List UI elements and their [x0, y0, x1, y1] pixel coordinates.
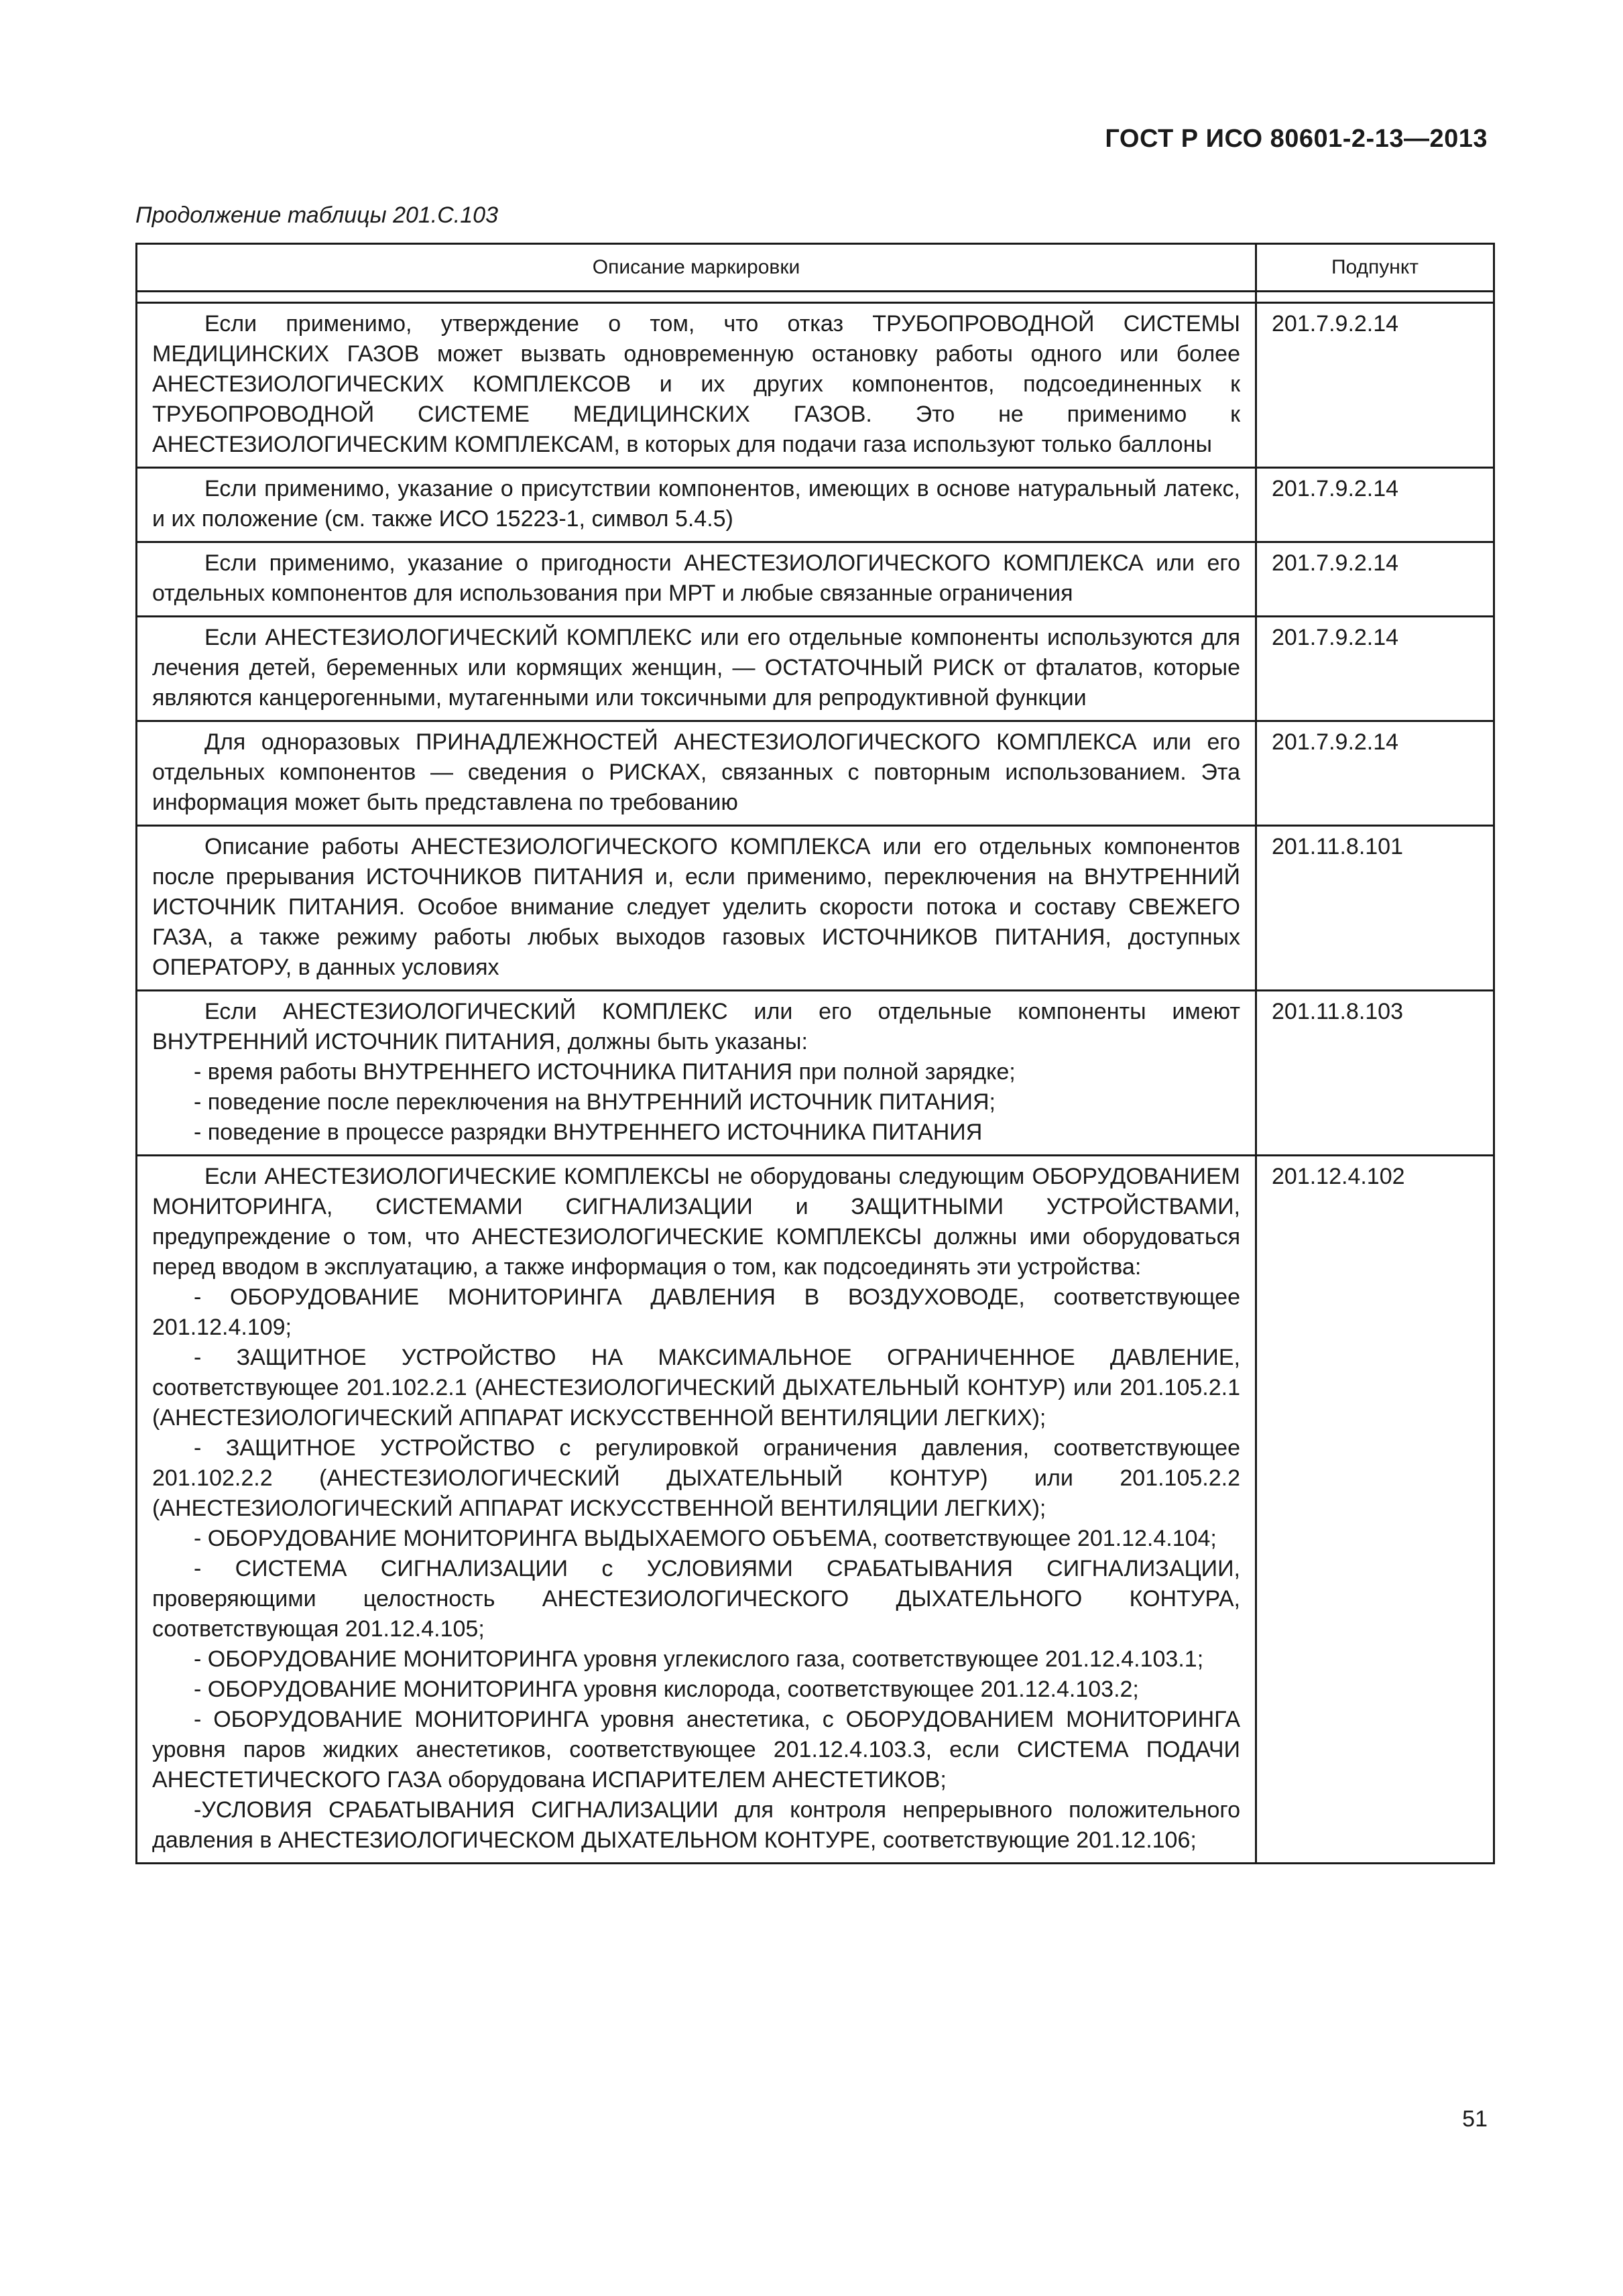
table-row [137, 1156, 1494, 1864]
marking-table [135, 243, 1495, 1864]
row-description: Описание работы АНЕСТЕЗИОЛОГИЧЕСКОГО КОМПЛЕКСА или его отдельных компонентов после прерывания ИСТОЧНИКОВ ПИТАНИЯ и, если применимо, переключения на ВНУТРЕННИЙ ИСТОЧНИК ПИТАНИЯ. Особое внимание следует уделить скорости потока и составу СВЕЖЕГО ГАЗА, а также режиму работы любых выходов газовых ИСТОЧНИКОВ ПИТАНИЯ, доступных ОПЕРАТОРУ, в данных условиях [137, 826, 1256, 991]
row-intro: Если АНЕСТЕЗИОЛОГИЧЕСКИЙ КОМПЛЕКС или его отдельные компоненты имеют ВНУТРЕННИЙ ИСТОЧНИК ПИТАНИЯ, должны быть указаны: [152, 999, 1240, 1054]
row-description: Если применимо, указание о присутствии компонентов, имеющих в основе натуральный латекс, и их положение (см. также ИСО 15223-1, символ 5.4.5) [137, 468, 1256, 542]
list-item: - время работы ВНУТРЕННЕГО ИСТОЧНИКА ПИТАНИЯ при полной зарядке; [194, 1059, 1016, 1085]
table-caption: Продолжение таблицы 201.С.103 [135, 202, 498, 228]
list-item: - ОБОРУДОВАНИЕ МОНИТОРИНГА ДАВЛЕНИЯ В ВОЗДУХОВОДЕ, соответствующее 201.12.4.109; [152, 1284, 1240, 1340]
table-header-row [137, 244, 1494, 292]
header-gap-row [137, 292, 1494, 303]
column-header-description: Описание маркировки [137, 244, 1256, 292]
table-row [137, 826, 1494, 991]
row-subclause: 201.7.9.2.14 [1256, 468, 1494, 542]
row-subclause: 201.7.9.2.14 [1256, 617, 1494, 721]
table-row [137, 991, 1494, 1156]
list-item: - ОБОРУДОВАНИЕ МОНИТОРИНГА уровня углекислого газа, соответствующее 201.12.4.103.1; [194, 1646, 1204, 1672]
list-item: - ОБОРУДОВАНИЕ МОНИТОРИНГА уровня кислорода, соответствующее 201.12.4.103.2; [194, 1677, 1139, 1702]
row-subclause: 201.11.8.101 [1256, 826, 1494, 991]
standard-code: ГОСТ Р ИСО 80601-2-13—2013 [1105, 125, 1488, 153]
row-description: Если применимо, утверждение о том, что отказ ТРУБОПРОВОДНОЙ СИСТЕМЫ МЕДИЦИНСКИХ ГАЗОВ может вызвать одновременную остановку работы одного или более АНЕСТЕЗИОЛОГИЧЕСКИХ КОМПЛЕКСОВ и их других компонентов, подсоединенных к ТРУБОПРОВОДНОЙ СИСТЕМЕ МЕДИЦИНСКИХ ГАЗОВ. Это не применимо к АНЕСТЕЗИОЛОГИЧЕСКИМ КОМПЛЕКСАМ, в которых для подачи газа используют только баллоны [137, 303, 1256, 468]
row-description: Если АНЕСТЕЗИОЛОГИЧЕСКИЙ КОМПЛЕКС или его отдельные компоненты используются для лечения детей, беременных или кормящих женщин, — ОСТАТОЧНЫЙ РИСК от фталатов, которые являются канцерогенными, мутагенными или токсичными для репродуктивной функции [137, 617, 1256, 721]
row-description: Для одноразовых ПРИНАДЛЕЖНОСТЕЙ АНЕСТЕЗИОЛОГИЧЕСКОГО КОМПЛЕКСА или его отдельных компонентов — сведения о РИСКАХ, связанных с повторным использованием. Эта информация может быть представлена по требованию [137, 721, 1256, 826]
table-row [137, 721, 1494, 826]
row-subclause: 201.7.9.2.14 [1256, 721, 1494, 826]
table-row [137, 542, 1494, 617]
list-item: - ЗАЩИТНОЕ УСТРОЙСТВО с регулировкой ограничения давления, соответствующее 201.102.2.2 (АНЕСТЕЗИОЛОГИЧЕСКИЙ ДЫХАТЕЛЬНЫЙ КОНТУР) или 201.105.2.2 (АНЕСТЕЗИОЛОГИЧЕСКИЙ АППАРАТ ИСКУССТВЕННОЙ ВЕНТИЛЯЦИИ ЛЕГКИХ); [152, 1435, 1240, 1521]
row-subclause: 201.7.9.2.14 [1256, 542, 1494, 617]
row-intro: Если АНЕСТЕЗИОЛОГИЧЕСКИЕ КОМПЛЕКСЫ не оборудованы следующим ОБОРУДОВАНИЕМ МОНИТОРИНГА, СИСТЕМАМИ СИГНАЛИЗАЦИИ и ЗАЩИТНЫМИ УСТРОЙСТВАМИ, предупреждение о том, что АНЕСТЕЗИОЛОГИЧЕСКИЕ КОМПЛЕКСЫ должны ими оборудоваться перед вводом в эксплуатацию, а также информация о том, как подсоединять эти устройства: [152, 1164, 1240, 1280]
row-subclause: 201.12.4.102 [1256, 1156, 1494, 1864]
row-description [137, 991, 1256, 1156]
list-item: - поведение после переключения на ВНУТРЕННИЙ ИСТОЧНИК ПИТАНИЯ; [194, 1089, 996, 1115]
row-description: Если применимо, указание о пригодности АНЕСТЕЗИОЛОГИЧЕСКОГО КОМПЛЕКСА или его отдельных компонентов для использования при МРТ и любые связанные ограничения [137, 542, 1256, 617]
list-item: - поведение в процессе разрядки ВНУТРЕННЕГО ИСТОЧНИКА ПИТАНИЯ [194, 1120, 983, 1145]
page-number: 51 [1462, 2106, 1488, 2132]
row-subclause: 201.7.9.2.14 [1256, 303, 1494, 468]
list-item: - ОБОРУДОВАНИЕ МОНИТОРИНГА ВЫДЫХАЕМОГО ОБЪЕМА, соответствующее 201.12.4.104; [194, 1526, 1217, 1551]
column-header-subclause: Подпункт [1256, 244, 1494, 292]
list-item: - СИСТЕМА СИГНАЛИЗАЦИИ с УСЛОВИЯМИ СРАБАТЫВАНИЯ СИГНАЛИЗАЦИИ, проверяющими целостность АНЕСТЕЗИОЛОГИЧЕСКОГО ДЫХАТЕЛЬНОГО КОНТУРА, соответствующая 201.12.4.105; [152, 1556, 1240, 1642]
list-item: -УСЛОВИЯ СРАБАТЫВАНИЯ СИГНАЛИЗАЦИИ для контроля непрерывного положительного давления в АНЕСТЕЗИОЛОГИЧЕСКОМ ДЫХАТЕЛЬНОМ КОНТУРЕ, соответствующие 201.12.106; [152, 1797, 1240, 1853]
row-subclause: 201.11.8.103 [1256, 991, 1494, 1156]
list-item: - ОБОРУДОВАНИЕ МОНИТОРИНГА уровня анестетика, с ОБОРУДОВАНИЕМ МОНИТОРИНГА уровня паров жидких анестетиков, соответствующее 201.12.4.103.3, если СИСТЕМА ПОДАЧИ АНЕСТЕТИЧЕСКОГО ГАЗА оборудована ИСПАРИТЕЛЕМ АНЕСТЕТИКОВ; [152, 1707, 1240, 1793]
table-row [137, 468, 1494, 542]
table-row [137, 303, 1494, 468]
table-row [137, 617, 1494, 721]
row-description [137, 1156, 1256, 1864]
list-item: - ЗАЩИТНОЕ УСТРОЙСТВО НА МАКСИМАЛЬНОЕ ОГРАНИЧЕННОЕ ДАВЛЕНИЕ, соответствующее 201.102.2.1 (АНЕСТЕЗИОЛОГИЧЕСКИЙ ДЫХАТЕЛЬНЫЙ КОНТУР) или 201.105.2.1 (АНЕСТЕЗИОЛОГИЧЕСКИЙ АППАРАТ ИСКУССТВЕННОЙ ВЕНТИЛЯЦИИ ЛЕГКИХ); [152, 1345, 1240, 1431]
